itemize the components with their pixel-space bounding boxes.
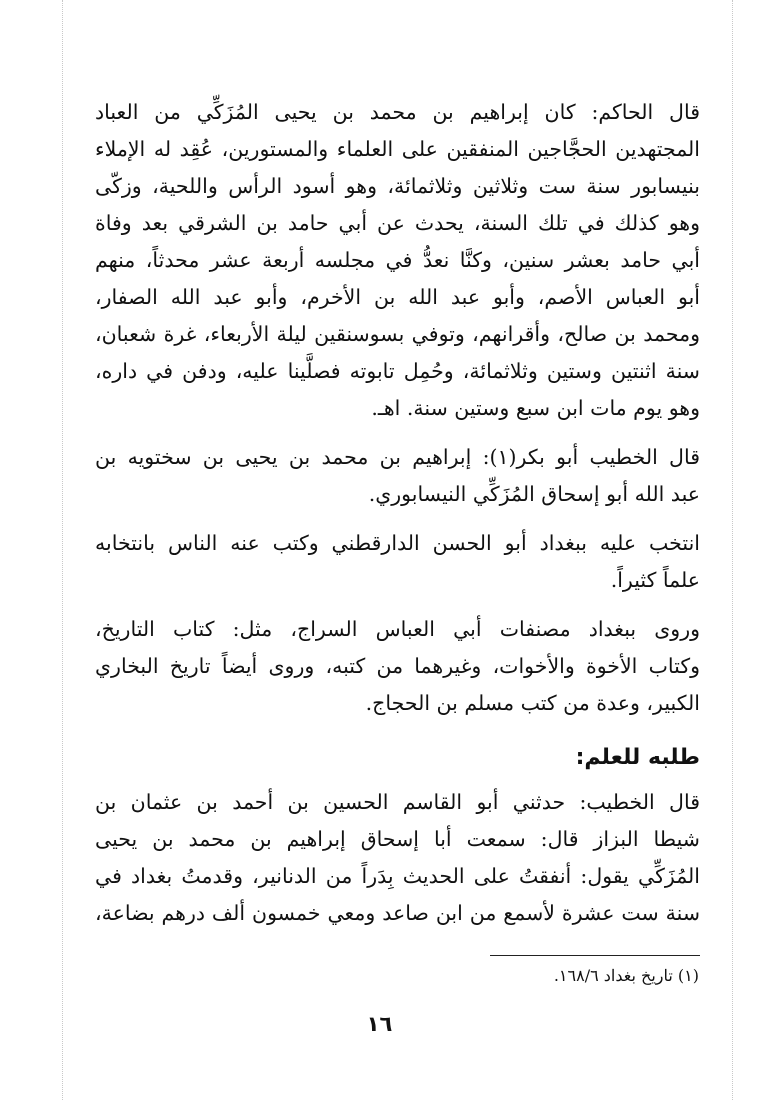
- text-line: قال الحاكم: كان إبراهيم بن محمد بن يحيى المُزَكِّي من العباد: [95, 100, 700, 124]
- paragraph-search-for-knowledge: [95, 784, 700, 932]
- paragraph-khatib-quote: [95, 439, 700, 513]
- text-line: شيطا البزاز قال: سمعت أبا إسحاق إبراهيم بن محمد بن يحيى: [95, 827, 700, 851]
- text-line: وروى ببغداد مصنفات أبي العباس السراج، مثل: كتاب التاريخ،: [95, 617, 700, 641]
- left-margin-dotted-line: [62, 0, 63, 1100]
- text-line: وكتاب الأخوة والأخوات، وغيرهما من كتبه، وروى أيضاً تاريخ البخاري: [95, 654, 700, 678]
- text-line: أبي حامد بعشر سنين، وكنَّا نعدُّ في مجلسه أربعة عشر محدثاً، منهم: [95, 248, 700, 272]
- text-line: بنيسابور سنة ست وثلاثين وثلاثمائة، وهو أسود الرأس واللحية، وزكّى: [95, 174, 700, 198]
- paragraph-hakim-quote: [95, 94, 700, 427]
- text-line: المُزَكِّي يقول: أنفقتُ على الحديث بِدَراً من الدنانير، وقدمتُ بغداد في: [95, 864, 700, 888]
- footnote-separator: [490, 955, 700, 956]
- section-heading: طلبه للعلم:: [575, 745, 700, 770]
- lower-text-block: [95, 784, 700, 944]
- text-line: سنة ست عشرة لأسمع من ابن صاعد ومعي خمسون ألف درهم بضاعة،: [95, 901, 700, 925]
- text-line: انتخب عليه ببغداد أبو الحسن الدارقطني وكتب عنه الناس بانتخابه: [95, 531, 700, 555]
- text-line: ومحمد بن صالح، وأقرانهم، وتوفي بسوسنقين ليلة الأربعاء، غرة شعبان،: [95, 322, 700, 346]
- footnote: (١) تاريخ بغداد ١٦٨/٦.: [553, 966, 699, 985]
- text-line: المجتهدين الحجَّاجين المنفقين على العلماء والمستورين، عُقِد له الإملاء: [95, 137, 700, 161]
- text-line: أبو العباس الأصم، وأبو عبد الله بن الأخرم، وأبو عبد الله الصفار،: [95, 285, 700, 309]
- text-line: علماً كثيراً.: [610, 568, 700, 592]
- text-line: الكبير، وعدة من كتب مسلم بن الحجاج.: [365, 691, 700, 715]
- right-margin-dotted-line: [732, 0, 733, 1100]
- text-line: قال الخطيب: حدثني أبو القاسم الحسين بن أحمد بن عثمان بن: [95, 790, 700, 814]
- text-line: قال الخطيب أبو بكر(١): إبراهيم بن محمد بن يحيى بن سختويه بن: [95, 445, 701, 469]
- text-line: سنة اثنتين وستين وثلاثمائة، وحُمِل تابوته فصلَّينا عليه، ودفن في داره،: [95, 359, 700, 383]
- text-line: عبد الله أبو إسحاق المُزَكِّي النيسابوري.: [368, 482, 700, 506]
- paragraph-sarraj: [95, 611, 700, 722]
- text-line: وهو يوم مات ابن سبع وستين سنة. اهـ.: [371, 396, 700, 420]
- upper-text-block: [95, 94, 700, 734]
- page-number: ١٦: [366, 1012, 393, 1036]
- text-line: وهو كذلك في تلك السنة، يحدث عن أبي حامد بن الشرقي بعد وفاة: [95, 211, 700, 235]
- paragraph-daraqutni: [95, 525, 700, 599]
